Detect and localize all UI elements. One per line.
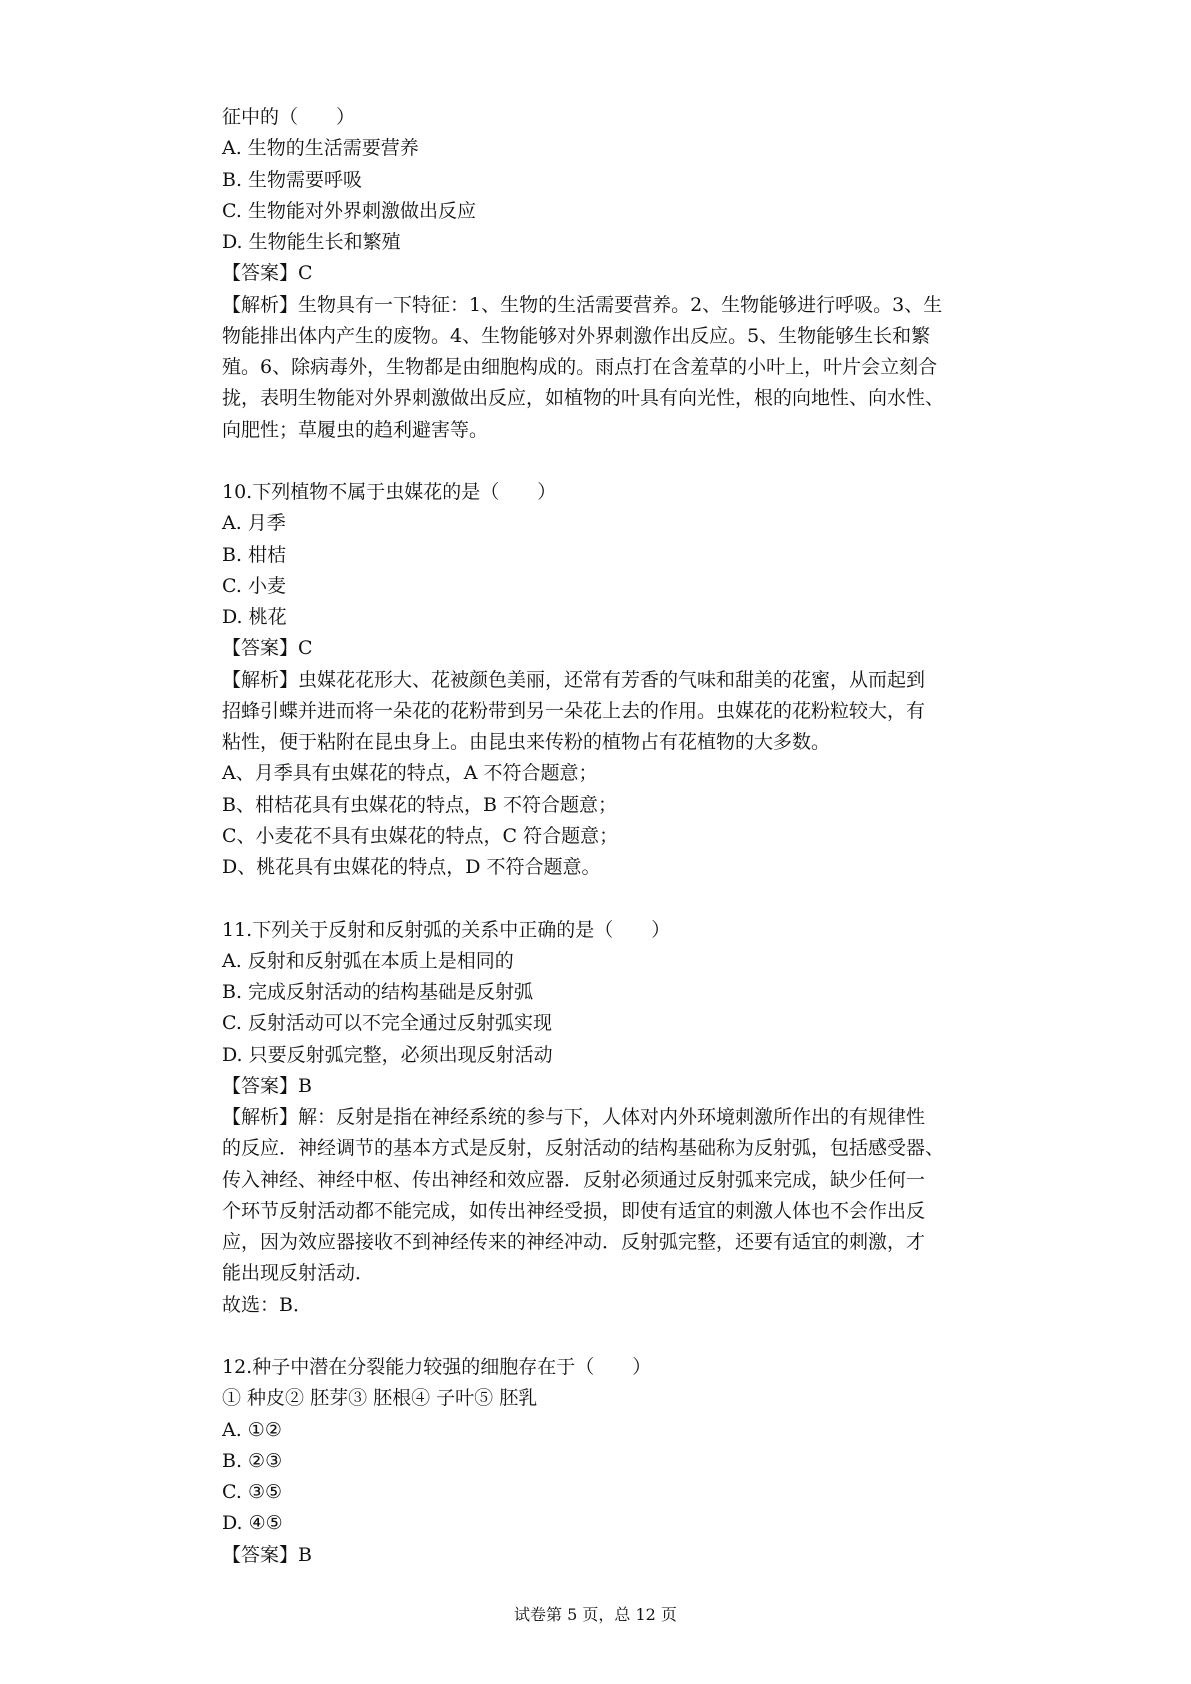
text-line: 【解析】解：反射是指在神经系统的参与下，人体对内外环境刺激所作出的有规律性 <box>222 1106 926 1128</box>
text-line: 【答案】C <box>222 637 313 660</box>
text-line: D、桃花具有虫媒花的特点，D 不符合题意。 <box>222 856 601 878</box>
text-line: A. ①② <box>222 1418 282 1441</box>
text-line: 殖。6、除病毒外，生物都是由细胞构成的。雨点打在含羞草的小叶上，叶片会立刻合 <box>222 356 938 378</box>
document-body <box>222 102 1022 1571</box>
text-line: A. 生物的生活需要营养 <box>222 137 419 160</box>
text-line: D. 生物能生长和繁殖 <box>222 231 401 253</box>
text-line: 拢，表明生物能对外界刺激做出反应，如植物的叶具有向光性，根的向地性、向水性、 <box>222 387 945 410</box>
text-line: 10.下列植物不属于虫媒花的是（ ） <box>222 481 557 503</box>
text-line: B. 完成反射活动的结构基础是反射弧 <box>222 981 534 1003</box>
text-line: B. 生物需要呼吸 <box>222 168 363 191</box>
text-line: ① 种皮② 胚芽③ 胚根④ 子叶⑤ 胚乳 <box>222 1387 538 1410</box>
text-line: 粘性，便于粘附在昆虫身上。由昆虫来传粉的植物占有花植物的大多数。 <box>222 731 831 753</box>
text-line: 【答案】C <box>222 262 313 285</box>
text-line: 向肥性；草履虫的趋利避害等。 <box>222 418 489 441</box>
text-line: 物能排出体内产生的废物。4、生物能够对外界刺激作出反应。5、生物能够生长和繁 <box>222 324 931 347</box>
text-line: B. 柑桔 <box>222 543 287 566</box>
text-line: D. ④⑤ <box>222 1512 283 1535</box>
text-line: B、柑桔花具有虫媒花的特点，B 不符合题意； <box>222 793 617 816</box>
text-line: 【答案】B <box>222 1074 312 1097</box>
text-line: C. 小麦 <box>222 574 286 597</box>
text-line: A. 月季 <box>222 512 286 535</box>
blank-line <box>222 446 1022 477</box>
text-line: 个环节反射活动都不能完成，如传出神经受损，即使有适宜的刺激人体也不会作出反 <box>222 1199 926 1222</box>
page-footer: 试卷第 5 页，总 12 页 <box>514 1605 677 1624</box>
text-line: D. 只要反射弧完整，必须出现反射活动 <box>222 1043 553 1066</box>
text-line: C. 反射活动可以不完全通过反射弧实现 <box>222 1012 552 1035</box>
text-line: 能出现反射活动． <box>222 1262 375 1285</box>
text-line: 招蜂引蝶并进而将一朵花的花粉带到另一朵花上去的作用。虫媒花的花粉粒较大，有 <box>222 699 926 722</box>
text-line: 征中的（ ） <box>222 106 356 128</box>
text-line: C、小麦花不具有虫媒花的特点，C 符合题意； <box>222 824 619 847</box>
blank-line <box>222 1321 1022 1352</box>
text-line: D. 桃花 <box>222 606 287 628</box>
text-line: B. ②③ <box>222 1449 283 1472</box>
text-line: A. 反射和反射弧在本质上是相同的 <box>222 949 514 972</box>
text-line: 故选：B． <box>222 1293 312 1316</box>
text-line: A、月季具有虫媒花的特点，A 不符合题意； <box>222 762 598 785</box>
text-line: 12.种子中潜在分裂能力较强的细胞存在于（ ） <box>222 1356 652 1378</box>
text-line: 传入神经、神经中枢、传出神经和效应器．反射必须通过反射弧来完成，缺少任何一 <box>222 1168 926 1191</box>
text-line: 【解析】虫媒花花形大、花被颜色美丽，还常有芳香的气味和甜美的花蜜，从而起到 <box>222 668 926 691</box>
text-line: 【答案】B <box>222 1543 312 1566</box>
text-line: C. ③⑤ <box>222 1481 283 1503</box>
text-line: 应，因为效应器接收不到神经传来的神经冲动．反射弧完整，还要有适宜的刺激，才 <box>222 1231 926 1253</box>
blank-line <box>222 883 1022 914</box>
text-line: 11.下列关于反射和反射弧的关系中正确的是（ ） <box>222 918 671 941</box>
text-line: 【解析】生物具有一下特征：1、生物的生活需要营养。2、生物能够进行呼吸。3、生 <box>222 293 943 316</box>
text-line: C. 生物能对外界刺激做出反应 <box>222 199 476 222</box>
text-line: 的反应．神经调节的基本方式是反射，反射活动的结构基础称为反射弧，包括感受器、 <box>222 1137 945 1160</box>
